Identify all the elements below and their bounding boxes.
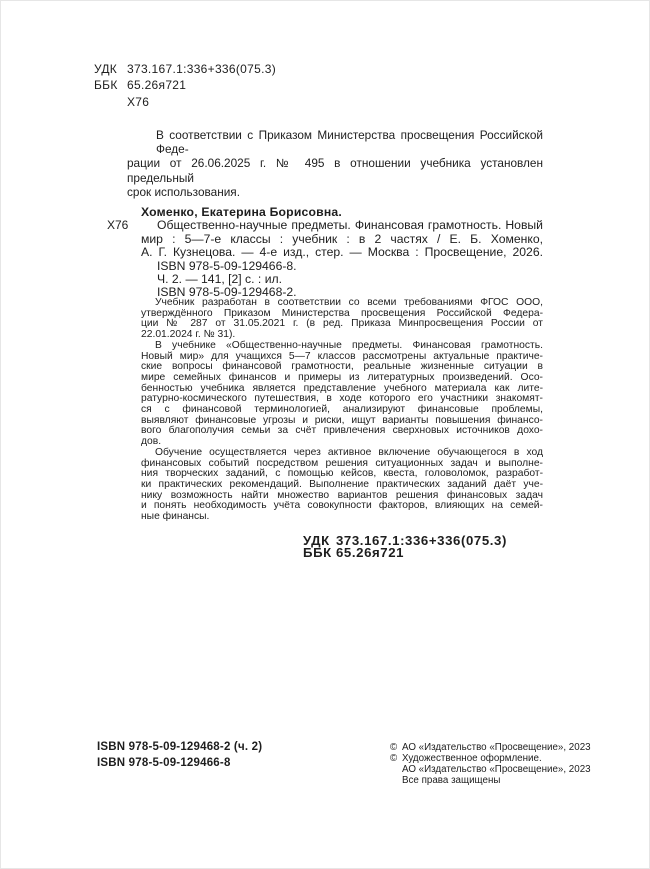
author-name: Хоменко, Екатерина Борисовна.	[141, 205, 342, 219]
text-line: утверждённого Приказом Министерства просвещения Российской Федера-	[141, 307, 543, 319]
text-line: мире семейных финансов и примеры из литературных произведений. Осо-	[141, 371, 543, 383]
paragraph	[141, 448, 543, 523]
udk-label: УДК	[94, 62, 118, 76]
author-sign-label-empty	[94, 94, 127, 110]
bibliographic-record	[107, 205, 543, 300]
text-line: финансовых событий посредством решения ситуационных задач и выполне-	[141, 457, 543, 469]
isbn-part-line: ISBN 978-5-09-129468-2 (ч. 2)	[97, 741, 263, 753]
author-sign-code: Х76	[127, 94, 150, 109]
copyright-text: АО «Издательство «Просвещение», 2023	[402, 742, 591, 753]
text-line: ки практических рекомендаций. Выполнение практических заданий даёт уче-	[141, 478, 543, 490]
text-line: В учебнике «Общественно-научные предметы. Финансовая грамотность.	[155, 339, 543, 351]
text-line: нику возможность найти множество вариантов решения финансовых задач	[141, 489, 543, 501]
text-line: ции № 287 от 31.05.2021 г. (в ред. Приказа Минпросвещения России от	[141, 318, 543, 330]
text-line: ся с финансовой терминологией, анализируют финансовые проблемы,	[141, 404, 543, 416]
bbk-label-bold: ББК	[303, 544, 332, 560]
udk-value: 373.167.1:336+336(075.3)	[127, 62, 276, 76]
usage-notice-paragraph	[127, 128, 543, 199]
bibliographic-description	[141, 219, 543, 299]
text-line: ISBN 978-5-09-129468-2.	[157, 285, 297, 300]
bbk-value-bold: 65.26я721	[336, 544, 405, 560]
bbk-label: ББК	[94, 78, 118, 93]
copyright-icon: ©	[390, 742, 398, 753]
text-line: А. Г. Кузнецова. — 4-е изд., стер. — Москва : Просвещение, 2026.	[141, 245, 543, 260]
text-line: ратурно-космического путешествия, в ходе которого его участники знакомят-	[141, 393, 543, 405]
udk-bbk-head-block	[94, 61, 276, 110]
text-line: вого благополучия семьи за счёт привлечения сверхновых источников дохо-	[141, 425, 543, 437]
text-line: рации от 26.06.2025 г. № 495 в отношении учебника установлен предельный	[127, 156, 543, 185]
text-line: ния творческих заданий, с помощью кейсов, квеста, головоломок, разработ-	[141, 468, 543, 480]
udk-value-bold: 373.167.1:336+336(075.3)	[336, 533, 507, 548]
copyright-icon: ©	[390, 752, 398, 764]
udk-label-bold: УДК	[303, 533, 330, 548]
text-line: Ч. 2. — 141, [2] с. : ил.	[157, 272, 283, 287]
copyright-block	[390, 743, 591, 787]
copyright-text: АО «Издательство «Просвещение», 2023	[402, 763, 591, 775]
udk-bbk-bold-block	[303, 535, 507, 559]
text-line: дов.	[141, 436, 162, 448]
text-line: Учебник разработан в соответствии со всеми требованиями ФГОС ООО,	[155, 297, 543, 308]
text-line: Новый мир» для учащихся 5—7 классов рассмотрены актуальные практиче-	[141, 350, 543, 362]
isbn-block	[97, 740, 262, 771]
text-line: и понять необходимость учёта совокупности факторов, влияющих на семей-	[141, 500, 543, 512]
annotation-block	[141, 298, 543, 523]
text-line: ные финансы.	[141, 511, 210, 523]
copyright-text: Все права защищены	[402, 774, 501, 786]
text-line: Общественно-научные предметы. Финансовая грамотность. Новый	[157, 218, 543, 233]
text-line: ISBN 978-5-09-129466-8.	[157, 258, 297, 273]
paragraph	[141, 341, 543, 448]
bbk-value: 65.26я721	[127, 78, 187, 93]
text-line: ские вопросы финансовой грамотности, реальные жизненные ситуации в	[141, 361, 543, 373]
isbn-series-line: ISBN 978-5-09-129466-8	[97, 756, 231, 769]
text-line: 22.01.2024 г. № 31).	[141, 329, 236, 341]
copyright-line	[390, 776, 591, 787]
catalog-code: Х76	[107, 218, 129, 233]
text-line: бенностью учебника является представление учебного материала как лите-	[141, 382, 543, 394]
text-line: выявляют финансовые угрозы и риски, ищут варианты повышения финансо-	[141, 414, 543, 426]
text-line: срок использования.	[127, 184, 240, 199]
paragraph	[141, 298, 543, 341]
text-line: В соответствии с Приказом Министерства просвещения Российской Феде-	[156, 128, 543, 157]
text-line: мир : 5—7-е классы : учебник : в 2 частях / Е. Б. Хоменко,	[141, 231, 543, 246]
copyright-text: Художественное оформление.	[402, 752, 542, 764]
text-line: Обучение осуществляется через активное включение обучающегося в ход	[155, 446, 543, 458]
